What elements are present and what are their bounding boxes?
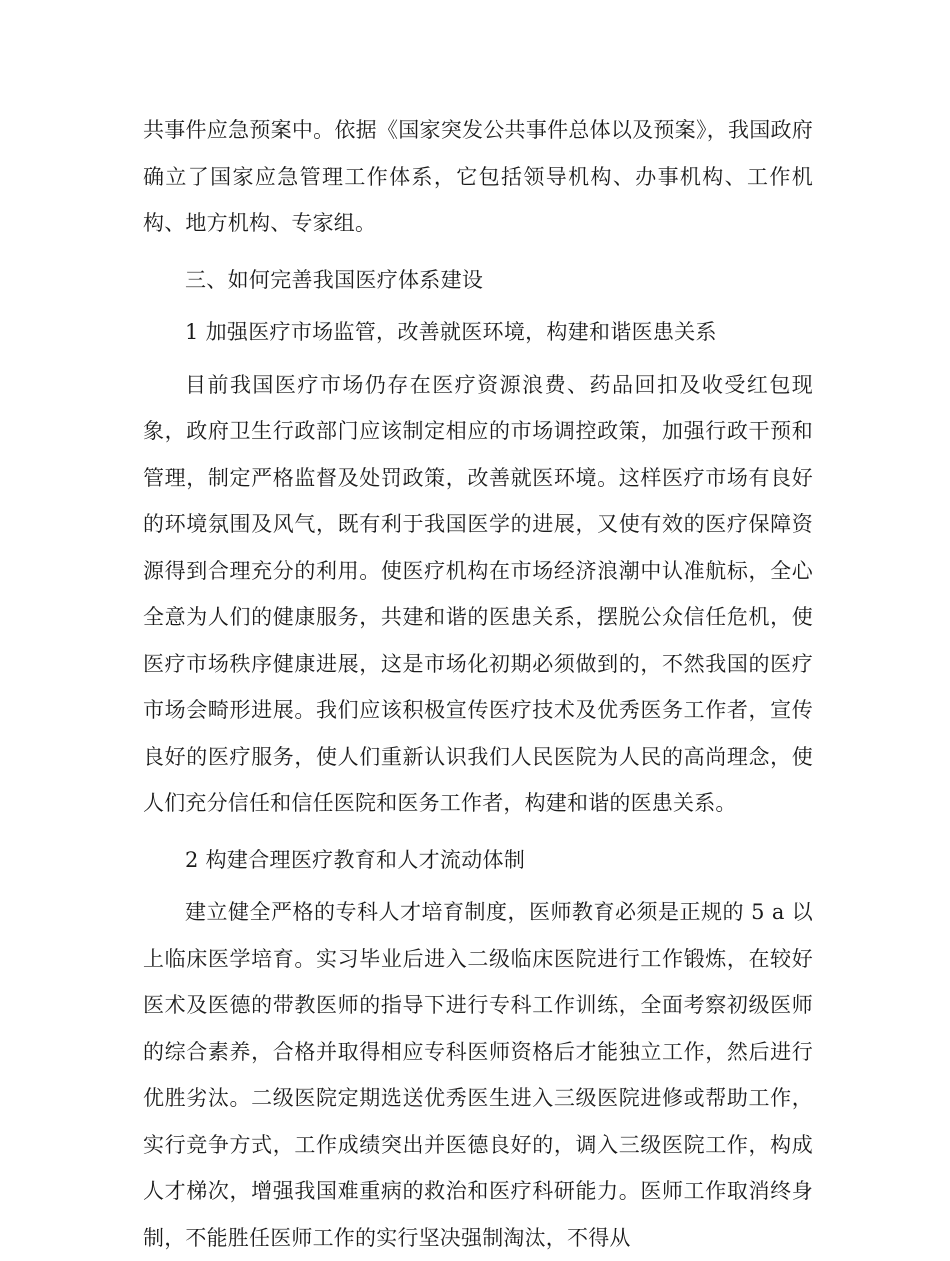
intro-paragraph: 共事件应急预案中。依据《国家突发公共事件总体以及预案》，我国政府确立了国家应急管理工作体系，它包括领导机构、办事机构、工作机构、地方机构、专家组。 (143, 118, 813, 235)
section-heading-3: 三、如何完善我国医疗体系建设 (185, 267, 484, 292)
paragraph-2: 建立健全严格的专科人才培育制度，医师教育必须是正规的 5 a 以上临床医学培育。实习毕业后进入二级临床医院进行工作锻炼，在较好医术及医德的带教医师的指导下进行专科工作训练，全面考察初级医师的综合素养，合格并取得相应专科医师资格后才能独立工作，然后进行优胜劣汰。二级医院定期选送优秀医生进入三级医院进修或帮助工作，实行竞争方式，工作成绩突出并医德良好的，调入三级医院工作，构成人才梯次，增强我国难重病的救治和医疗科研能力。医师工作取消终身制，不能胜任医师工作的实行坚决强制淘汰，不得从 (143, 900, 813, 1250)
paragraph-1: 目前我国医疗市场仍存在医疗资源浪费、药品回扣及收受红包现象，政府卫生行政部门应该制定相应的市场调控政策，加强行政干预和管理，制定严格监督及处罚政策，改善就医环境。这样医疗市场有良好的环境氛围及风气，既有利于我国医学的进展，又使有效的医疗保障资源得到合理充分的利用。使医疗机构在市场经济浪潮中认准航标，全心全意为人们的健康服务，共建和谐的医患关系，摆脱公众信任危机，使医疗市场秩序健康进展，这是市场化初期必须做到的，不然我国的医疗市场会畸形进展。我们应该积极宣传医疗技术及优秀医务工作者，宣传良好的医疗服务，使人们重新认识我们人民医院为人民的高尚理念，使人们充分信任和信任医院和医务工作者，构建和谐的医患关系。 (143, 372, 813, 815)
subsection-heading-2: 2 构建合理医疗教育和人才流动体制 (185, 847, 526, 872)
document-body (143, 107, 813, 1261)
subsection-heading-1: 1 加强医疗市场监管，改善就医环境，构建和谐医患关系 (185, 320, 717, 344)
